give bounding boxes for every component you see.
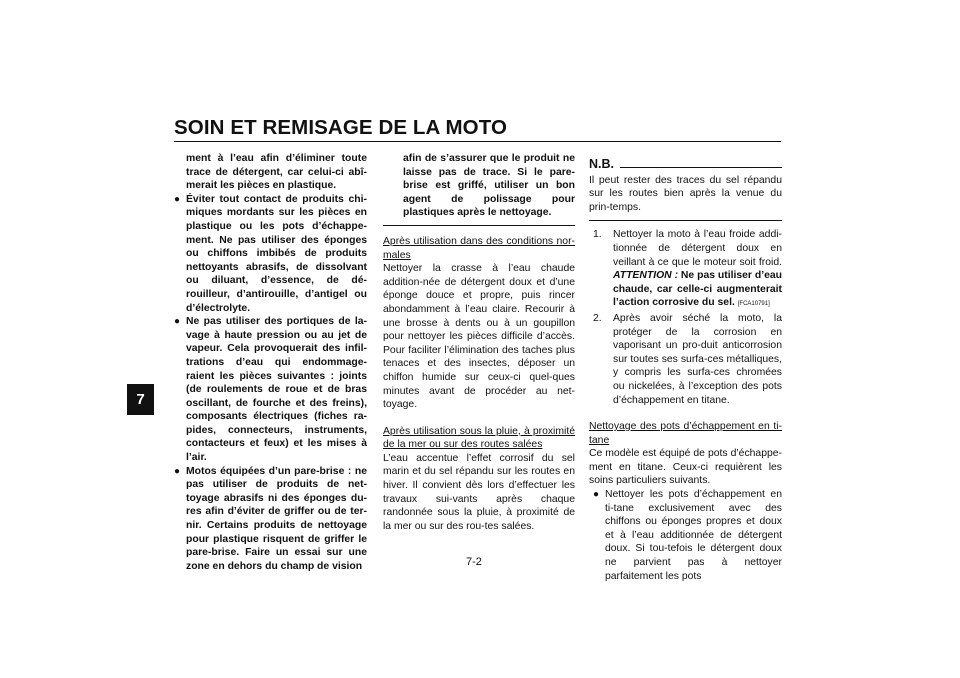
nb-header (589, 158, 782, 172)
step-2: 2. Après avoir séché la moto, la protéger de la corrosion en vaporisant un pro-duit anticorrosion sur toutes ses surfa-ces métalliques, y compris les surfa-ces chromées ou nickelées, à l’exception des pots d’échappement en titane. (593, 312, 782, 406)
page-number: 7-2 (466, 556, 482, 568)
bullet-dot-icon: ● (174, 193, 181, 205)
col1-continuation: ment à l’eau afin d’éliminer toute trace de détergent, car celui-ci abî-merait les pièces en plastique. (186, 153, 367, 192)
column-3 (589, 158, 782, 583)
col3-bullet-1: ● Nettoyer les pots d’échappement en ti-tane exclusivement avec des chiffons ou éponges propres et doux et à l’eau additionnée de détergent doux. Si tou-tefois le détergent doux ne parvient pas à nettoyer parfaitement les pots (593, 489, 782, 582)
bullet-dot-icon: ● (174, 465, 181, 477)
section-heading-titanium: Nettoyage des pots d’échappement en ti-tane (589, 421, 782, 446)
section-body-normal-use: Nettoyer la crasse à l’eau chaude addition-née de détergent doux et d’une éponge douce et propre, puis rincer abondamment à l’eau claire. Recourir à une brosse à dents ou à un goupillon pour nettoyer les pièces difficile d’accès. Pour faciliter l’élimination des taches plus tenaces et des insectes, déposer un chiffon humide sur ceux-ci quel-ques minutes avant de procéder au net-toyage. (383, 263, 575, 411)
nb-text: Il peut rester des traces du sel répandu sur les routes bien après la venue du prin-temps. (589, 174, 782, 213)
col2-continuation: afin de s’assurer que le produit ne laisse pas de trace. Si le pare-brise est griffé, utiliser un bon agent de polissage pour plastiques après le nettoyage. (403, 153, 575, 219)
caution-end-rule (383, 225, 575, 226)
section-body-titanium: Ce modèle est équipé de pots d’échappe-ment en titane. Ceux-ci requièrent les soins particuliers suivants. (589, 448, 782, 487)
step-1: 1. Nettoyer la moto à l’eau froide addi-tionnée de détergent doux en veillant à ce que le moteur soit froid. ATTENTION : Ne pas utiliser d’eau chaude, car celle-ci augmenterait l’action corrosive du sel. [FCA10791] (593, 229, 782, 309)
section-heading-normal-use: Après utilisation dans des conditions nor-males (383, 235, 575, 261)
col1-bullet-3: ● Motos équipées d’un pare-brise : ne pas utiliser de produits de net-toyage abrasifs ni des éponges du-res afin d’éviter de griffer ou de ter-nir. Certains produits de nettoyage pour plastique risquent de griffer le pare-brise. Faire un essai sur une zone en dehors du champ de vision (174, 465, 367, 572)
section-heading-salt-use: Après utilisation sous la pluie, à proximité de la mer ou sur des routes salées (383, 425, 575, 451)
column-2 (383, 152, 575, 533)
caution-code: [FCA10791] (737, 301, 770, 308)
attention-text: Ne pas utiliser d’eau chaude, car celle-ci augmenterait l’action corrosive du sel. (613, 270, 782, 309)
chapter-tab: 7 (127, 384, 154, 415)
bullet-dot-icon: ● (593, 489, 600, 501)
col1-bullet-2: ● Ne pas utiliser des portiques de la-vage à haute pression ou au jet de vapeur. Cela provoquerait des infil-trations d’eau qui endommage-raient les pièces suivantes : joints (de roulements de roue et de bras oscillant, de fourche et des freins), composants électriques (fiches ra-pides, connecteurs, instruments, contacteurs et feux) et les mises à l’air. (174, 316, 367, 464)
attention-label: ATTENTION : (613, 270, 679, 282)
bullet-dot-icon: ● (174, 316, 181, 328)
nb-rule (620, 167, 782, 168)
nb-label: N.B. (589, 157, 614, 171)
column-1 (174, 152, 367, 573)
section-body-salt-use: L’eau accentue l’effet corrosif du sel marin et du sel répandu sur les routes en hiver. Il convient dès lors d’effectuer les travaux sui-vants après chaque randonnée sous la pluie, à proximité de la mer ou sur des rou-tes salées. (383, 452, 575, 532)
nb-end-rule (589, 220, 782, 221)
col1-bullet-1: ● Éviter tout contact de produits chi-miques mordants sur les pièces en plastique ou les pots d’échappe-ment. Ne pas utiliser des éponges ou chiffons imbibés de produits nettoyants abrasifs, de dissolvant ou diluant, d’essence, de dé-rouilleur, d’antirouille, d’antigel ou d’électrolyte. (174, 193, 367, 314)
title-rule (174, 141, 781, 142)
page-title: SOIN ET REMISAGE DE LA MOTO (174, 116, 508, 139)
